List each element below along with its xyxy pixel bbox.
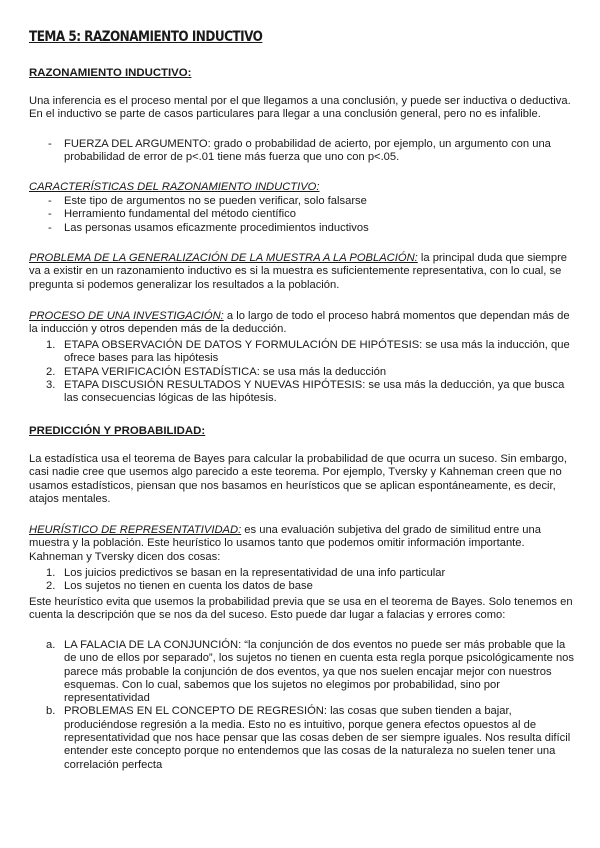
page-title: TEMA 5: RAZONAMIENTO INDUCTIVO	[29, 29, 263, 45]
list-marker: 1.	[46, 567, 56, 579]
section-heading-prediccion: PREDICCIÓN Y PROBABILIDAD:	[29, 425, 206, 437]
list-item	[29, 639, 574, 705]
list-item	[29, 366, 574, 379]
list-item	[29, 339, 574, 366]
evita-paragraph: Este heurístico evita que usemos la probabilidad previa que se usa en el teorema de Bayes. Solo tenemos en cuenta la descripción que se nos da del suceso. Esto puede dar lugar a falacias y errores como:	[29, 596, 573, 622]
list-item: - FUERZA DEL ARGUMENTO: grado o probabilidad de acierto, por ejemplo, un argumento con una probabilidad de error de p<.01 tiene más fuerza que uno con p<.05.	[29, 138, 574, 165]
list-marker: 2.	[46, 580, 56, 593]
list-item: - Herramiento fundamental del método científico	[29, 208, 574, 221]
heuristico-text: es una evaluación subjetiva del grado de similitud entre una muestra y la población. Este heurístico lo usamos tanto que podemos omitir información importante. Kahneman y Tversky dicen dos cosas:	[29, 524, 541, 563]
section-heading-razonamiento: RAZONAMIENTO INDUCTIVO:	[29, 67, 192, 79]
caracteristicas-list	[29, 195, 574, 235]
list-item-text: Los sujetos no tienen en cuenta los datos de base	[64, 580, 313, 593]
proceso-heading: PROCESO DE UNA INVESTIGACIÓN:	[29, 310, 224, 322]
list-marker: 2.	[46, 365, 56, 378]
argument-list	[29, 138, 574, 165]
falacias-list	[29, 639, 574, 772]
list-item: - Este tipo de argumentos no se pueden verificar, solo falsarse	[29, 195, 574, 208]
intro-paragraph: Una inferencia es el proceso mental por el que llegamos a una conclusión, y puede ser inductiva o deductiva. En el inductivo se parte de casos particulares para llegar a una conclusión general, pero no es infalible.	[29, 95, 571, 121]
heuristico-heading: HEURÍSTICO DE REPRESENTATIVIDAD:	[29, 524, 242, 536]
list-item-text: ETAPA OBSERVACIÓN DE DATOS Y FORMULACIÓN DE HIPÓTESIS: se usa más la inducción, que ofrece bases para las hipótesis	[64, 339, 570, 365]
list-item	[29, 567, 574, 580]
proceso-text: a lo largo de todo el proceso habrá momentos que dependan más de la inducción y otros dependen más de la deducción.	[29, 310, 570, 336]
list-item-text: ETAPA DISCUSIÓN RESULTADOS Y NUEVAS HIPÓTESIS: se usa más la deducción, ya que busca las consecuencias lógicas de las hipótesis.	[64, 378, 565, 405]
list-marker: 1.	[46, 339, 56, 351]
problema-text: la principal duda que siempre va a existir en un razonamiento inductivo es si la muestra es suficientemente representativa, con lo cual, se pregunta si podemos generalizar los resultados a la población.	[29, 252, 568, 291]
list-item-text: Los juicios predictivos se basan en la representatividad de una info particular	[64, 567, 446, 579]
caracteristicas-heading-text: CARACTERÍSTICAS DEL RAZONAMIENTO INDUCTIVO:	[29, 181, 320, 193]
proceso-paragraph	[29, 310, 574, 337]
list-item-text: LA FALACIA DE LA CONJUNCIÓN: “la conjunción de dos eventos no puede ser más probable que la de uno de ellos por separado”, los sujetos no tienen en cuenta esta regla porque psicológicamente nos parece más probable la conjunción de dos eventos, ya que nos suelen encajar mejor con nuestros esquemas. Con lo cual, sabemos que los sujetos no elegimos por probabilidad, sino por representatividad	[64, 639, 574, 705]
list-marker: 3.	[46, 378, 56, 391]
list-item	[29, 379, 574, 406]
list-marker: a.	[46, 639, 56, 651]
problema-paragraph	[29, 252, 574, 292]
list-item	[29, 705, 574, 771]
list-marker: b.	[46, 705, 56, 718]
list-item-text: ETAPA VERIFICACIÓN ESTADÍSTICA: se usa más la deducción	[64, 365, 387, 378]
list-item	[29, 580, 574, 593]
heuristico-paragraph	[29, 524, 574, 564]
caracteristicas-heading	[29, 181, 574, 194]
etapas-list	[29, 339, 574, 405]
cosas-list	[29, 567, 574, 594]
list-item: - Las personas usamos eficazmente procedimientos inductivos	[29, 222, 574, 235]
bayes-paragraph: La estadística usa el teorema de Bayes para calcular la probabilidad de que ocurra un suceso. Sin embargo, casi nadie cree que usemos algo parecido a este teorema. Por ejemplo, Tversky y Kahneman creen que no usamos estadísticos, piensan que nos basamos en heurísticos que se aplican espontáneamente, es decir, atajos mentales.	[29, 453, 567, 505]
problema-heading: PROBLEMA DE LA GENERALIZACIÓN DE LA MUESTRA A LA POBLACIÓN:	[29, 252, 418, 264]
list-item-text: PROBLEMAS EN EL CONCEPTO DE REGRESIÓN: las cosas que suben tienden a bajar, produciéndose regresión a la media. Esto no es intuitivo, porque genera efectos opuestos al de representatividad que nos hace pensar que las cosas deben de ser siempre iguales. Nos resulta difícil entender este concepto porque no entendemos que las cosas de la naturaleza no suelen tener una correlación perfecta	[64, 705, 571, 771]
